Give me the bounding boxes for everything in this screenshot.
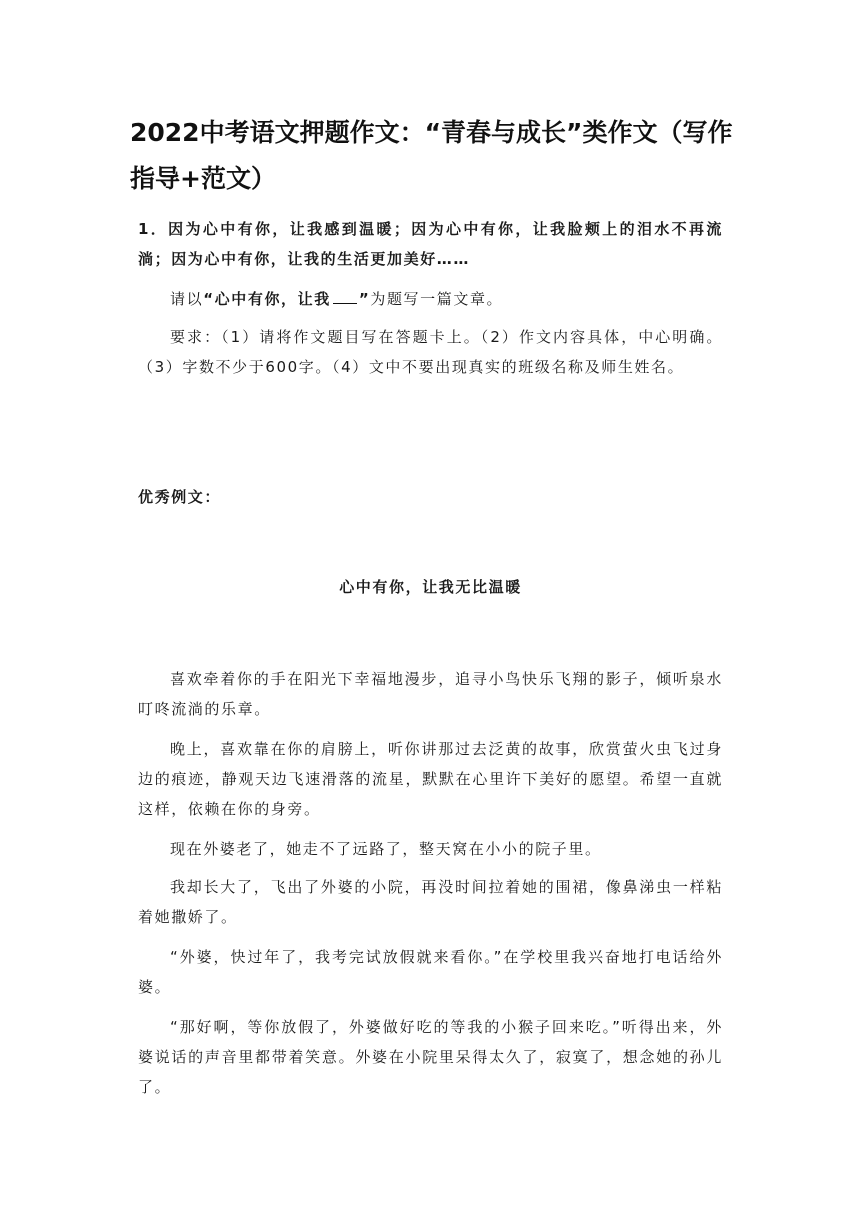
prompt-suffix: 为题写一篇文章。 (370, 290, 504, 308)
prompt-blank (333, 289, 357, 304)
question-text (138, 214, 723, 274)
document-title: 2022中考语文押题作文：“青春与成长”类作文（写作指导+范文） (130, 118, 733, 193)
essay-paragraph: 现在外婆老了，她走不了远路了，整天窝在小小的院子里。 (170, 840, 602, 858)
prompt-title-end: ” (358, 290, 371, 308)
prompt-prefix: 请以 (170, 290, 204, 308)
essay-paragraph: 喜欢牵着你的手在阳光下幸福地漫步，追寻小鸟快乐飞翔的影子，倾听泉水叮咚流淌的乐章。 (138, 670, 723, 718)
essay-title: 心中有你，让我无比温暖 (339, 578, 522, 596)
sample-essay-label: 优秀例文： (138, 488, 222, 506)
essay-prompt (138, 284, 723, 314)
question-body: 因为心中有你，让我感到温暖；因为心中有你，让我脸颊上的泪水不再流淌；因为心中有你，让我的生活更加美好…… (138, 220, 724, 268)
essay-paragraph: “那好啊，等你放假了，外婆做好吃的等我的小猴子回来吃。”听得出来，外婆说话的声音里都带着笑意。外婆在小院里呆得太久了，寂寞了，想念她的孙儿了。 (138, 1018, 723, 1096)
prompt-title-start: “心中有你，让我 (203, 290, 331, 308)
essay-paragraph: 我却长大了，飞出了外婆的小院，再没时间拉着她的围裙，像鼻涕虫一样粘着她撒娇了。 (138, 878, 723, 926)
essay-requirements: 要求：（1）请将作文题目写在答题卡上。（2）作文内容具体，中心明确。（3）字数不少于600字。（4）文中不要出现真实的班级名称及师生姓名。 (138, 328, 723, 376)
essay-paragraph: “外婆，快过年了，我考完试放假就来看你。”在学校里我兴奋地打电话给外婆。 (138, 948, 723, 996)
question-number: 1． (138, 220, 169, 238)
essay-paragraph: 晚上，喜欢靠在你的肩膀上，听你讲那过去泛黄的故事，欣赏萤火虫飞过身边的痕迹，静观天边飞速滑落的流星，默默在心里许下美好的愿望。希望一直就这样，依赖在你的身旁。 (138, 740, 723, 818)
